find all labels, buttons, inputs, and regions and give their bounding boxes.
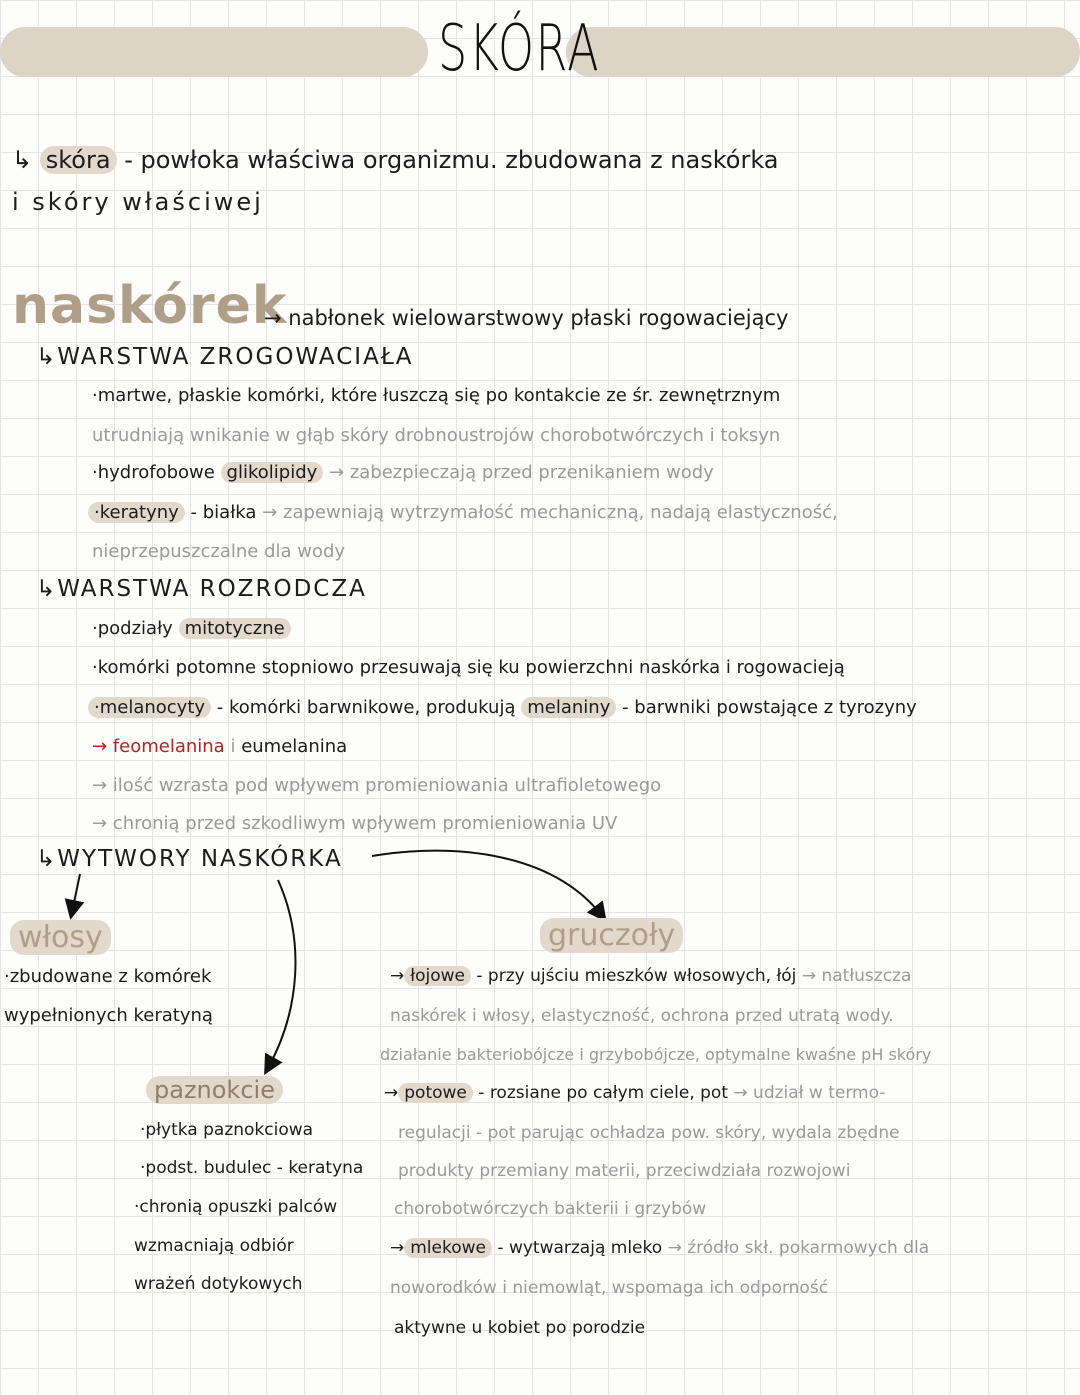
- arrow-to-wlosy: [72, 874, 80, 912]
- intro-line-1-text: - powłoka właściwa organizmu. zbudowana z naskórka: [124, 146, 779, 174]
- arrow-to-gruczoly: [372, 851, 602, 916]
- page-title: SKÓRA: [438, 12, 601, 86]
- arrow-icon: ↳: [36, 576, 58, 602]
- glikolipidy-highlight: glikolipidy: [221, 462, 324, 483]
- paznokcie-heading: paznokcie: [146, 1076, 283, 1104]
- gruczoly-line-4: → potowe - rozsiane po całym ciele, pot → udział w termo-: [384, 1083, 886, 1103]
- intro-line-2: i skóry właściwej: [12, 188, 264, 216]
- mlekowe-highlight: mlekowe: [404, 1238, 492, 1258]
- rozrodcza-line-2: ·komórki potomne stopniowo przesuwają się ku powierzchni naskórka i rogowacieją: [92, 657, 845, 678]
- gruczoly-line-3: działanie bakteriobójcze i grzybobójcze, optymalne kwaśne pH skóry: [380, 1045, 932, 1064]
- gruczoly-line-10: aktywne u kobiet po porodzie: [394, 1318, 646, 1338]
- paznokcie-line-5: wrażeń dotykowych: [134, 1274, 303, 1294]
- feomelanina-text: → feomelanina: [92, 736, 225, 757]
- gruczoly-line-1: → łojowe - przy ujściu mieszków włosowych, łój → natłuszcza: [390, 966, 912, 986]
- gruczoly-line-8: → mlekowe - wytwarzają mleko → źródło skł. pokarmowych dla: [390, 1238, 930, 1258]
- arrow-to-paznokcie: [268, 880, 295, 1068]
- rozrodcza-line-1: ·podziały mitotyczne: [92, 618, 291, 639]
- arrow-icon: ↳: [36, 344, 58, 370]
- rozrodcza-line-5: → ilość wzrasta pod wpływem promieniowania ultrafioletowego: [92, 775, 662, 796]
- zrogowaciala-line-4: ·keratyny - białka → zapewniają wytrzymałość mechaniczną, nadają elastyczność,: [88, 502, 838, 523]
- wytwory-heading: ↳WYTWORY NASKÓRKA: [36, 846, 343, 872]
- rozrodcza-line-4: → feomelanina i eumelanina: [92, 736, 348, 757]
- rozrodcza-line-3: ·melanocyty - komórki barwnikowe, produkują melaniny - barwniki powstające z tyrozyny: [88, 697, 917, 718]
- gruczoly-heading: gruczoły: [540, 918, 683, 953]
- melanocyty-highlight: ·melanocyty: [88, 697, 211, 718]
- gruczoly-line-9: noworodków i niemowląt, wspomaga ich odporność: [390, 1278, 829, 1298]
- zrogowaciala-line-1: ·martwe, płaskie komórki, które łuszczą się po kontakcie ze śr. zewnętrznym: [92, 385, 781, 406]
- warstwa-rozrodcza-heading: ↳WARSTWA ROZRODCZA: [36, 576, 367, 602]
- arrow-icon: ↳: [36, 846, 58, 872]
- intro-term: skóra: [40, 146, 117, 174]
- keratyny-highlight: ·keratyny: [88, 502, 185, 523]
- gruczoly-line-6: produkty przemiany materii, przeciwdziała rozwojowi: [398, 1161, 851, 1181]
- wlosy-line-1: ·zbudowane z komórek: [4, 966, 212, 987]
- warstwa-zrogowaciala-heading: ↳WARSTWA ZROGOWACIAŁA: [36, 344, 414, 370]
- paznokcie-line-3: ·chronią opuszki palców: [134, 1197, 338, 1217]
- lojowe-highlight: łojowe: [404, 966, 471, 986]
- paznokcie-line-2: ·podst. budulec - keratyna: [140, 1158, 364, 1178]
- potowe-highlight: potowe: [398, 1083, 473, 1103]
- zrogowaciala-line-2: utrudniają wnikanie w głąb skóry drobnoustrojów chorobotwórczych i toksyn: [92, 425, 781, 446]
- gruczoly-line-7: chorobotwórczych bakterii i grzybów: [394, 1199, 707, 1219]
- rozrodcza-line-6: → chronią przed szkodliwym wpływem promieniowania UV: [92, 813, 618, 834]
- paznokcie-line-1: ·płytka paznokciowa: [140, 1120, 314, 1140]
- gruczoly-line-2: naskórek i włosy, elastyczność, ochrona przed utratą wody.: [390, 1006, 894, 1026]
- gruczoly-line-5: regulacji - pot parując ochładza pow. skóry, wydala zbędne: [398, 1123, 900, 1143]
- zrogowaciala-line-5: nieprzepuszczalne dla wody: [92, 541, 346, 562]
- wlosy-heading: włosy: [10, 920, 111, 955]
- mitotyczne-highlight: mitotyczne: [179, 618, 291, 639]
- naskorek-description: → nabłonek wielowarstwowy płaski rogowaciejący: [264, 306, 789, 330]
- zrogowaciala-line-3: ·hydrofobowe glikolipidy → zabezpieczają przed przenikaniem wody: [92, 462, 714, 483]
- paznokcie-line-4: wzmacniają odbiór: [134, 1236, 294, 1256]
- melaniny-highlight: melaniny: [521, 697, 616, 718]
- arrow-icon: ↳: [12, 146, 33, 174]
- wlosy-line-2: wypełnionych keratyną: [4, 1005, 213, 1026]
- naskorek-heading: naskórek: [12, 276, 288, 336]
